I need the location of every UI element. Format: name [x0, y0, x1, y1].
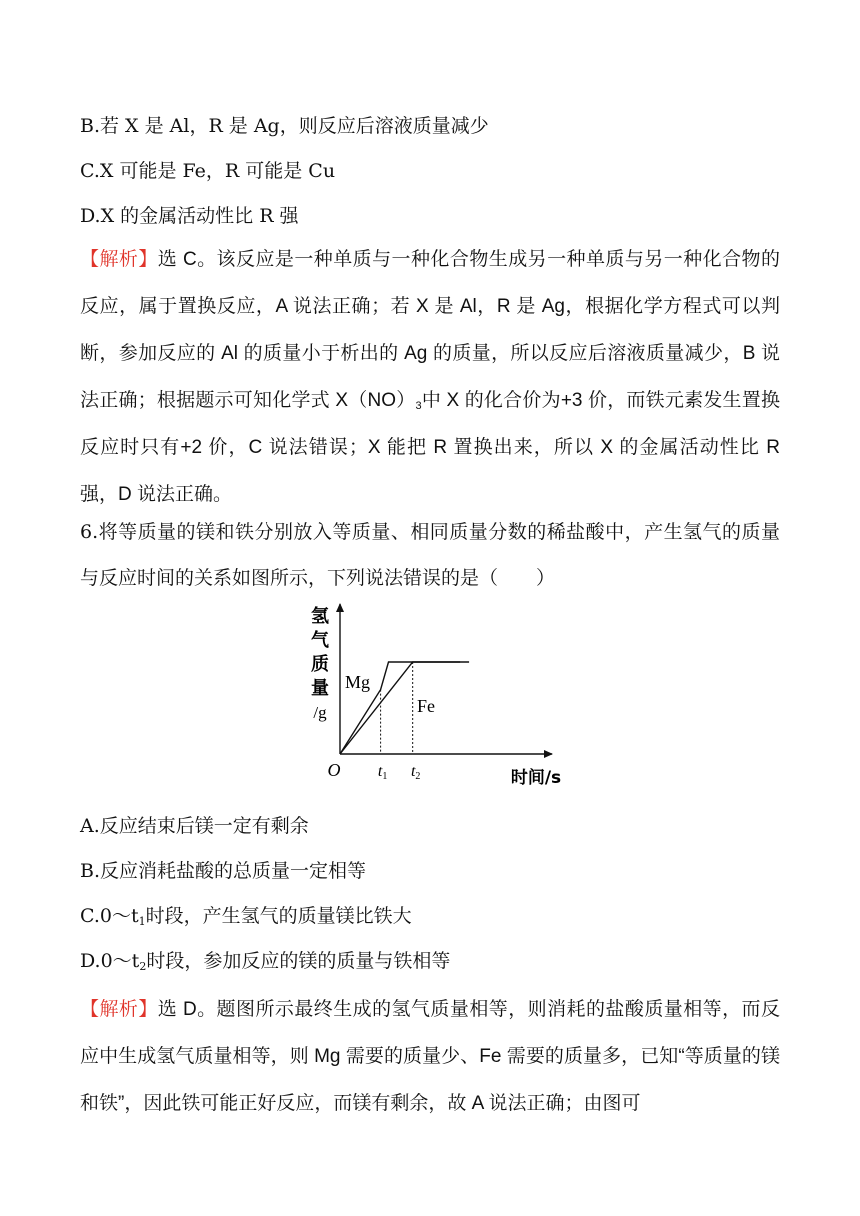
analysis-tag: 【解析】	[80, 248, 158, 270]
analysis-text: 选 D。题图所示最终生成的氢气质量相等，则消耗的盐酸质量相等，而反应中生成氢气质量相等，则 Mg 需要的质量少、Fe 需要的质量多，已知“等质量的镁和铁”，因此铁可能正好反应，而镁有剩余，故 A 说法正确；由图可	[80, 999, 780, 1114]
analysis-paren: ）	[396, 390, 416, 411]
analysis-tag: 【解析】	[80, 998, 158, 1020]
analysis-subscript: 3	[415, 400, 422, 412]
x-tick-t2: t2	[410, 763, 421, 782]
ylabel-char-1: 气	[311, 630, 329, 651]
q5-option-c: C.X 可能是 Fe，R 可能是 Cu	[80, 160, 336, 182]
q6-option-d: $D.0\sim t_2$时段，参加反应的镁的质量与铁相等	[80, 950, 451, 973]
ylabel-char-3: 量	[311, 678, 329, 699]
q5-option-b: B.若 X 是 Al，R 是 Ag，则反应后溶液质量减少	[80, 115, 489, 137]
ylabel-char-0: 氢	[311, 606, 329, 627]
origin-label: O	[327, 760, 341, 780]
y-axis-label	[311, 605, 330, 722]
q6-option-c: $C.0\sim t_1$时段，产生氢气的质量镁比铁大	[80, 905, 412, 928]
hydrogen-mass-chart	[300, 598, 580, 798]
q6-option-a: A.反应结束后镁一定有剩余	[80, 815, 309, 837]
q6-analysis	[80, 986, 780, 1127]
q5-option-d: D.X 的金属活动性比 R 强	[80, 205, 299, 227]
series-label-mg: Mg	[345, 672, 371, 692]
series-label-fe: Fe	[417, 696, 435, 716]
q5-analysis	[80, 236, 780, 518]
ylabel-char-2: 质	[311, 654, 329, 675]
x-tick-t1: t1	[377, 763, 388, 782]
analysis-text-part2: 中 X 的化合价为+3 价，而铁元素发生置换反应时只有+2 价，C 说法错误；X 能把 R 置换出来，所以 X 的金属活动性比 R 强，D 说法正确。	[80, 390, 780, 505]
x-axis-label: 时间/s	[510, 768, 562, 788]
q6-option-b: B.反应消耗盐酸的总质量一定相等	[80, 860, 367, 882]
analysis-text-part1: 选 C。该反应是一种单质与一种化合物生成另一种单质与另一种化合物的反应，属于置换反应，A 说法正确；若 X 是 Al，R 是 Ag，根据化学方程式可以判断，参加反应的 Al 的质量小于析出的 Ag 的质量，所以反应后溶液质量减少，B 说法正确；根据题示可知化学式 X（NO	[80, 249, 780, 411]
ylabel-unit: /g	[313, 703, 327, 722]
q6-stem: 6.将等质量的镁和铁分别放入等质量、相同质量分数的稀盐酸中，产生氢气的质量与反应时间的关系如图所示，下列说法错误的是（ ）	[80, 521, 780, 589]
